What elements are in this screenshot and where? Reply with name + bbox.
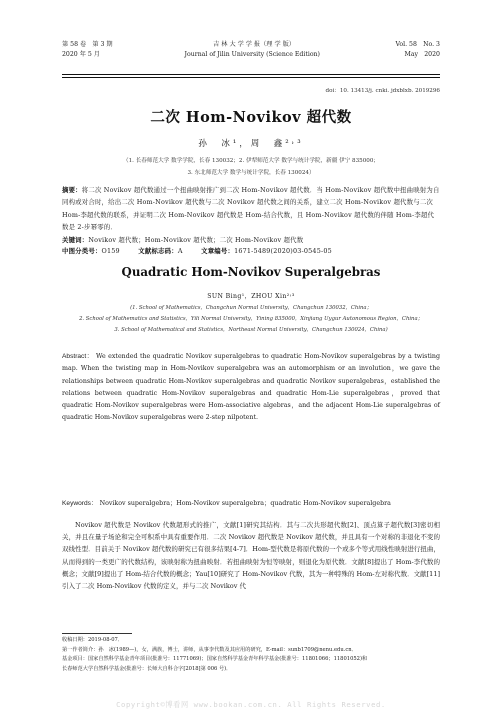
article-number: 1671-5489(2020)03-0545-05 [234, 247, 332, 255]
affiliation-cn-line: （1. 长春师范大学 数学学院，长春 130032；2. 伊犁师范大学 数学与统计学院，新疆 伊宁 835000； [122, 158, 380, 164]
title-en: Quadratic Hom-Novikov Superalgebras [121, 265, 381, 279]
journal-name-cn: 吉 林 大 学 学 报（理 学 版） [213, 41, 295, 48]
keywords-en-label: Keywords： [62, 500, 98, 507]
footnotes [62, 636, 440, 674]
footnote-funding-cont: 长春师范大学自然科学基金(批准号：长师大自科合字[2018]第 006 号)． [62, 665, 232, 672]
journal-name-en: Journal of Jilin University (Science Edition) [184, 51, 320, 58]
clc-number: O159 [101, 247, 120, 255]
volume-issue-en: Vol. 58 No. 3 [395, 41, 440, 48]
keywords-cn-text: Novikov 超代数；Hom-Novikov 超代数；二次 Hom-Novikov 超代数 [88, 236, 304, 244]
abstract-en-label: Abstract： [62, 353, 94, 360]
footnote-author: 第一作者简介：孙 冰(1989—)，女，满族，博士，讲师，从事李代数及其应用的研究，E-mail：sunb1709@nenu.edu.cn． [62, 646, 357, 653]
abstract-cn-text: 将二次 Novikov 超代数通过一个扭曲映射推广到二次 Hom-Novikov 超代数．当 Hom-Novikov 超代数中扭曲映射为自同构或对合时，给出二次 Hom-Novikov 超代数与二次 Novikov 超代数之间的关系，建立二次 Hom-Novikov 超代数与二次 Hom-李超代数的联系，并证明二次 Hom-Novikov 超代数是 Hom-结合代数，且 Hom-Novikov 超代数的伴随 Hom-李超代数是 2-步幂零的． [62, 186, 440, 231]
running-header [62, 40, 440, 84]
body-paragraph: Novikov 超代数是 Novikov 代数超形式的推广，文献[1]研究其结构．其与二次共形超代数[2]、顶点算子超代数[3]密切相关，并且在量子场论和完全可积系中具有重要作用．二次 Novikov 超代数是 Novikov 超代数，并且具有一个对称的非退化不变的双线性型．目前关于 Novikov 超代数的研究已有很多结果[4-7]．Hom-型代数是将原代数的一个或多个等式用线性映射进行扭曲，从而得到的一类更广的代数结构，该映射称为扭曲映射．若扭曲映射为恒等映射，则退化为原代数．文献[8]提出了 Hom-李代数的概念；文献[9]提出了 Hom-结合代数的概念；Yau[10]研究了 Hom-Novikov 代数，其为一种特殊的 Hom-左对称代数．文献[11]引入了二次 Hom-Novikov 代数的定义，并与二次 Novikov 代 [62, 521, 440, 591]
classification-line [62, 245, 440, 257]
keywords-en [62, 497, 440, 507]
keywords-en-text: Novikov superalgebra；Hom-Novikov superalgebra；quadratic Hom-Novikov superalgebra [99, 500, 391, 507]
body-text [62, 519, 440, 592]
authors-en: SUN Bing¹，ZHOU Xin²˒³ [207, 293, 295, 300]
affiliation-en-line: 3. School of Mathematical and Statistics，Northeast Normal University，Changchun 130024，China) [114, 327, 388, 333]
header-rule-thick [62, 74, 440, 75]
abstract-en [62, 351, 440, 425]
volume-issue-cn: 第 58 卷 第 3 期 [62, 41, 113, 48]
abstract-cn-label: 摘要： [62, 186, 82, 194]
title-cn: 二次 Hom-Novikov 超代数 [150, 109, 352, 126]
header-rule-thin [62, 77, 440, 78]
doc-code-label: 文献标志码： [138, 247, 178, 255]
authors-cn: 孙 冰¹，周 鑫²˒³ [198, 139, 304, 149]
doi: doi：10. 13413/j. cnki. jdxblxb. 2019296 [325, 88, 440, 94]
doc-code: A [177, 247, 183, 255]
date-cn: 2020 年 5 月 [62, 51, 100, 58]
affiliation-en-line: 2. School of Mathematics and Statistics，Yili Normal University，Yining 835000，Xinjiang Uygur Autonomous Region，China； [79, 316, 423, 322]
date-en: May 2020 [404, 51, 440, 58]
abstract-en-text: We extended the quadratic Novikov superalgebras to quadratic Hom-Novikov superalgebras by a twisting map. When the twisting map in Hom-Novikov superalgebra was an automorphism or an involution，we gave the relationships between quadratic Hom-Novikov superalgebras and quadratic Novikov superalgebras，established the relations between quadratic Hom-Novikov superalgebras and quadratic Hom-Lie superalgebras，proved that quadratic Hom-Novikov superalgebras were Hom-associative algebras，and the adjacent Hom-Lie superalgebras of quadratic Hom-Novikov superalgebras were 2-step nilpotent. [62, 353, 440, 422]
footnote-received: 收稿日期：2019-08-07． [62, 637, 124, 643]
affiliation-en-line: (1. School of Mathematics，Changchun Normal University，Changchun 130032，China； [130, 305, 372, 311]
keywords-cn-label: 关键词： [62, 236, 89, 244]
copyright-watermark: Copyright©博看网 www.bookan.com.cn. All Rights Reserved. [116, 700, 386, 709]
clc-label: 中图分类号： [62, 247, 102, 255]
article-number-label: 文章编号： [201, 247, 235, 255]
affiliation-cn-line: 3. 东北师范大学 数学与统计学院，长春 130024） [187, 170, 315, 176]
footnote-rule [62, 633, 132, 634]
footnote-funding: 基金项目：国家自然科学基金青年项目(批准号：11771069)；国家自然科学基金青年科学基金(批准号：11801066；11801052)和 [62, 656, 368, 663]
abstract-cn [62, 184, 440, 233]
